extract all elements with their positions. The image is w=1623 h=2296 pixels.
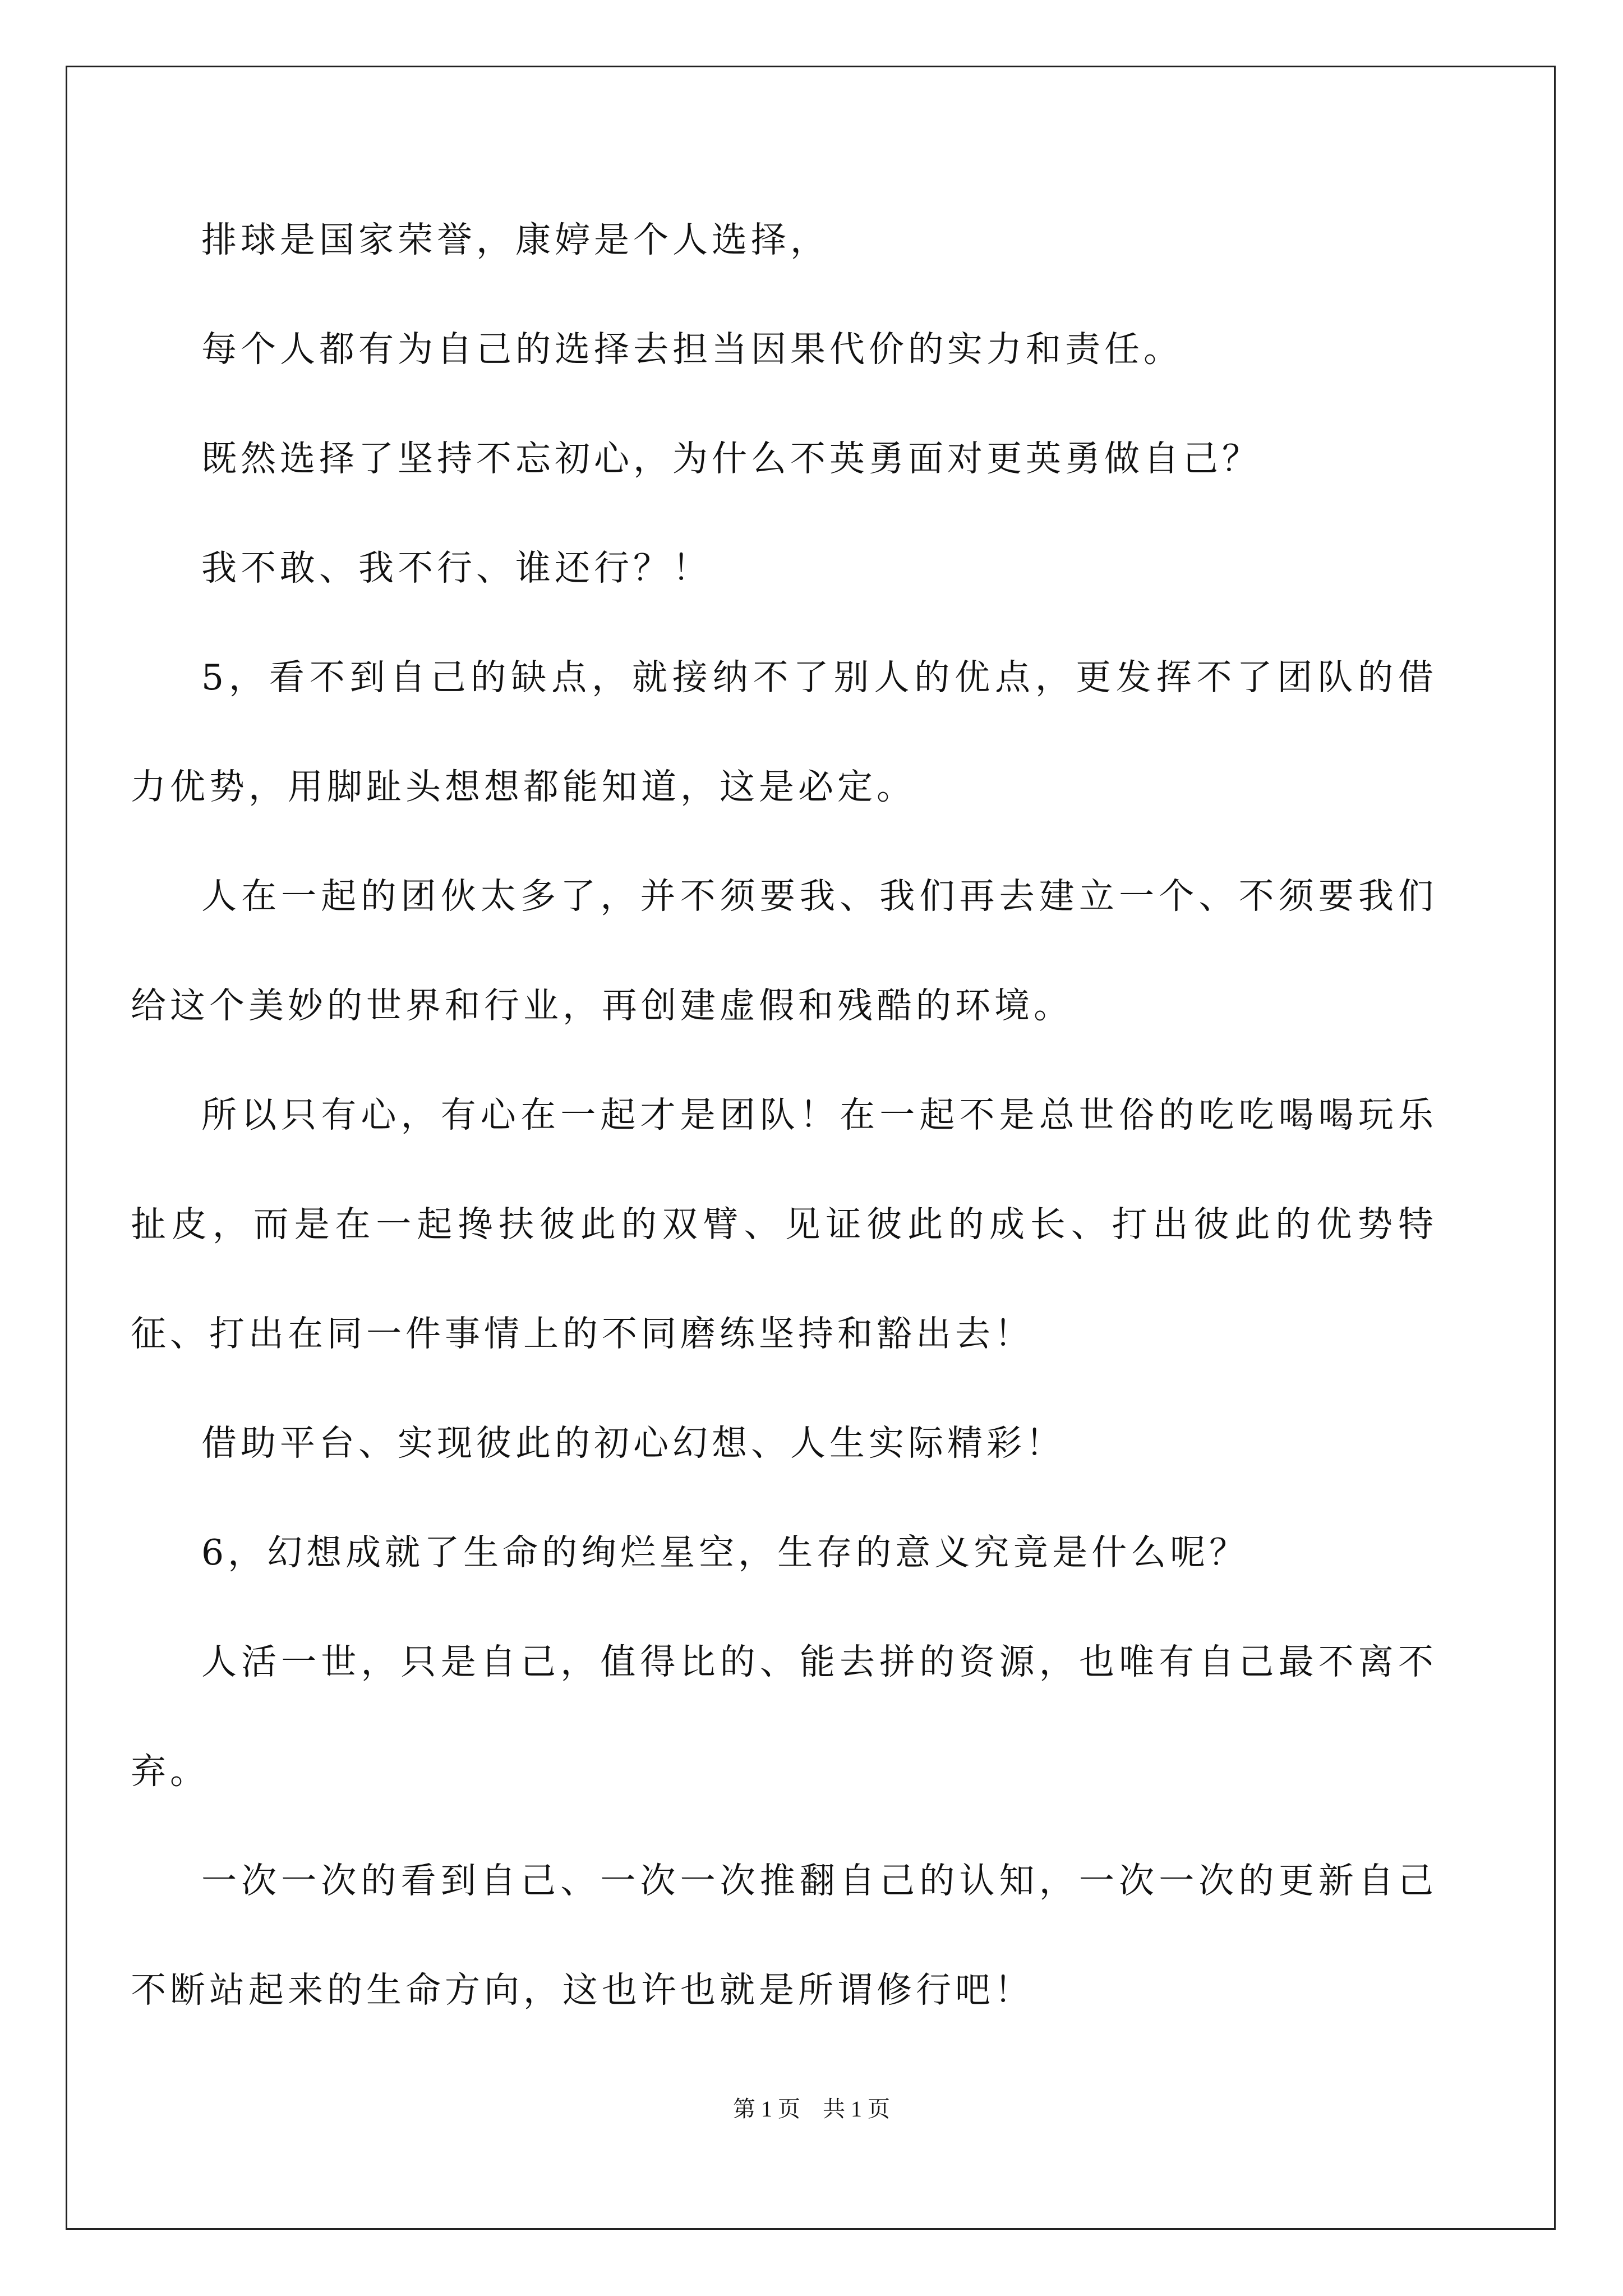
paragraph: 借助平台、实现彼此的初心幻想、人生实际精彩！ [201,1423,1065,1464]
paragraph: 一次一次的看到自己、一次一次推翻自己的认知，一次一次的更新自己不断站起来的生命方向，这也许也就是所谓修行吧！ [131,1860,1437,2010]
paragraph: 5，看不到自己的缺点，就接纳不了别人的优点，更发挥不了团队的借力优势，用脚趾头想想都能知道，这是必定。 [131,657,1437,807]
paragraph: 每个人都有为自己的选择去担当因果代价的实力和责任。 [201,329,1183,370]
paragraph: 6，幻想成就了生命的绚烂星空，生存的意义究竟是什么呢？ [201,1532,1249,1573]
paragraph: 人在一起的团伙太多了，并不须要我、我们再去建立一个、不须要我们给这个美妙的世界和行业，再创建虚假和残酷的环境。 [131,876,1437,1026]
paragraph: 我不敢、我不行、谁还行？！ [201,547,712,588]
page-number-footer: 第 1 页 共 1 页 [733,2096,890,2122]
paragraph: 既然选择了坚持不忘初心，为什么不英勇面对更英勇做自己？ [201,438,1261,479]
paragraph: 人活一世，只是自己，值得比的、能去拼的资源，也唯有自己最不离不弃。 [131,1641,1437,1792]
paragraph: 所以只有心，有心在一起才是团队！在一起不是总世俗的吃吃喝喝玩乐扯皮，而是在一起搀扶彼此的双臂、见证彼此的成长、打出彼此的优势特征、打出在同一件事情上的不同磨练坚持和豁出去！ [131,1094,1437,1354]
document-body [131,185,1437,2045]
paragraph: 排球是国家荣誉，康婷是个人选择， [201,219,829,260]
